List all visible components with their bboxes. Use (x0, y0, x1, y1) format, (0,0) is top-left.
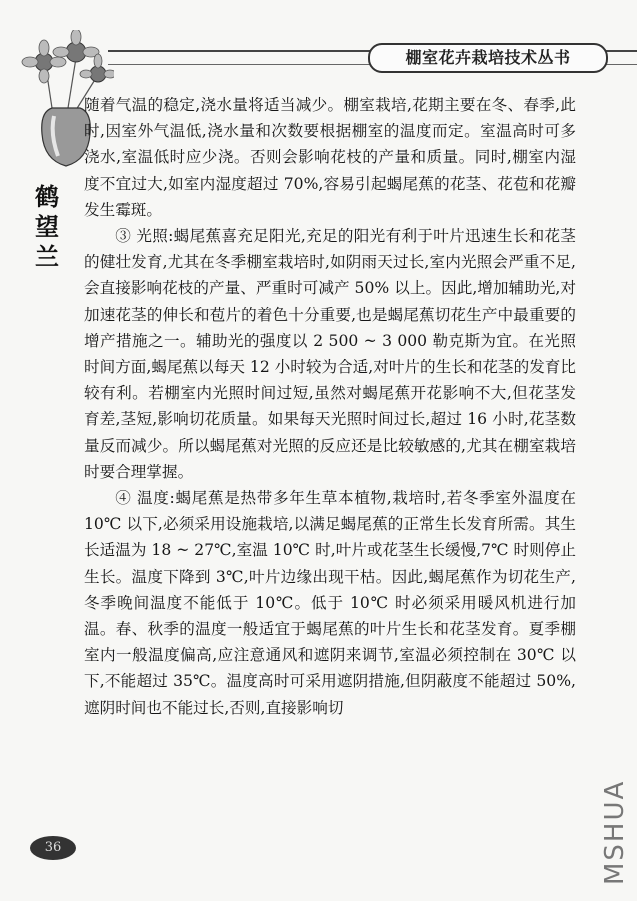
series-title-badge: 棚室花卉栽培技术丛书 (368, 43, 608, 73)
paragraph-continued: 随着气温的稳定,浇水量将适当减少。棚室栽培,花期主要在冬、春季,此时,因室外气温低,浇水量和次数要根据棚室的温度而定。室温高时可多浇水,室温低时应少浇。否则会影响花枝的产量和质量。同时,棚室内湿度不宜过大,如室内湿度超过 70%,容易引起蝎尾蕉的花茎、花苞和花瓣发生霉斑。 (84, 96, 576, 219)
paragraph-temperature: ④ 温度:蝎尾蕉是热带多年生草本植物,栽培时,若冬季室外温度在 10℃ 以下,必须采用设施栽培,以满足蝎尾蕉的正常生长发育所需。其生长适温为 18 ~ 27℃,室温 10℃ 时,叶片或花茎生长缓慢,7℃ 时则停止生长。温度下降到 3℃,叶片边缘出现干枯。因此,蝎尾蕉作为切花生产,冬季晚间温度不能低于 10℃。低于 10℃ 时必须采用暖风机进行加温。春、秋季的温度一般适宜于蝎尾蕉的叶片生长和花茎发育。夏季棚室内一般温度偏高,应注意通风和遮阴来调节,室温必须控制在 30℃ 以下,不能超过 35℃。温度高时可采用遮阴措施,但阴蔽度不能超过 50%,遮阴时间也不能过长,否则,直接影响切 (84, 489, 576, 717)
paragraph-light: ③ 光照:蝎尾蕉喜充足阳光,充足的阳光有利于叶片迅速生长和花茎的健壮发育,尤其在冬季棚室栽培时,如阴雨天过长,室内光照会严重不足,会直接影响花枝的产量、严重时可减产 50% 以上。因此,增加辅助光,对加速花茎的伸长和苞片的着色十分重要,也是蝎尾蕉切花生产中最重要的增产措施之一。辅助光的强度以 2 500 ~ 3 000 勒克斯为宜。在光照时间方面,蝎尾蕉以每天 12 小时较为合适,对叶片的生长和花茎的发育比较有利。若棚室内光照时间过短,虽然对蝎尾蕉开花影响不大,但花茎发育差,茎短,影响切花质量。如果每天光照时间过长,超过 16 小时,花茎数量反而减少。所以蝎尾蕉对光照的反应还是比较敏感的,尤其在棚室栽培时要合理掌握。 (84, 227, 576, 481)
watermark: MSHUA (600, 779, 630, 885)
page-number: 36 (30, 836, 76, 860)
body-text (84, 92, 576, 721)
side-title-char: 望 (35, 212, 59, 241)
side-title-char: 鹤 (35, 182, 59, 211)
side-title-char: 兰 (35, 242, 59, 271)
side-chapter-title (30, 182, 64, 272)
